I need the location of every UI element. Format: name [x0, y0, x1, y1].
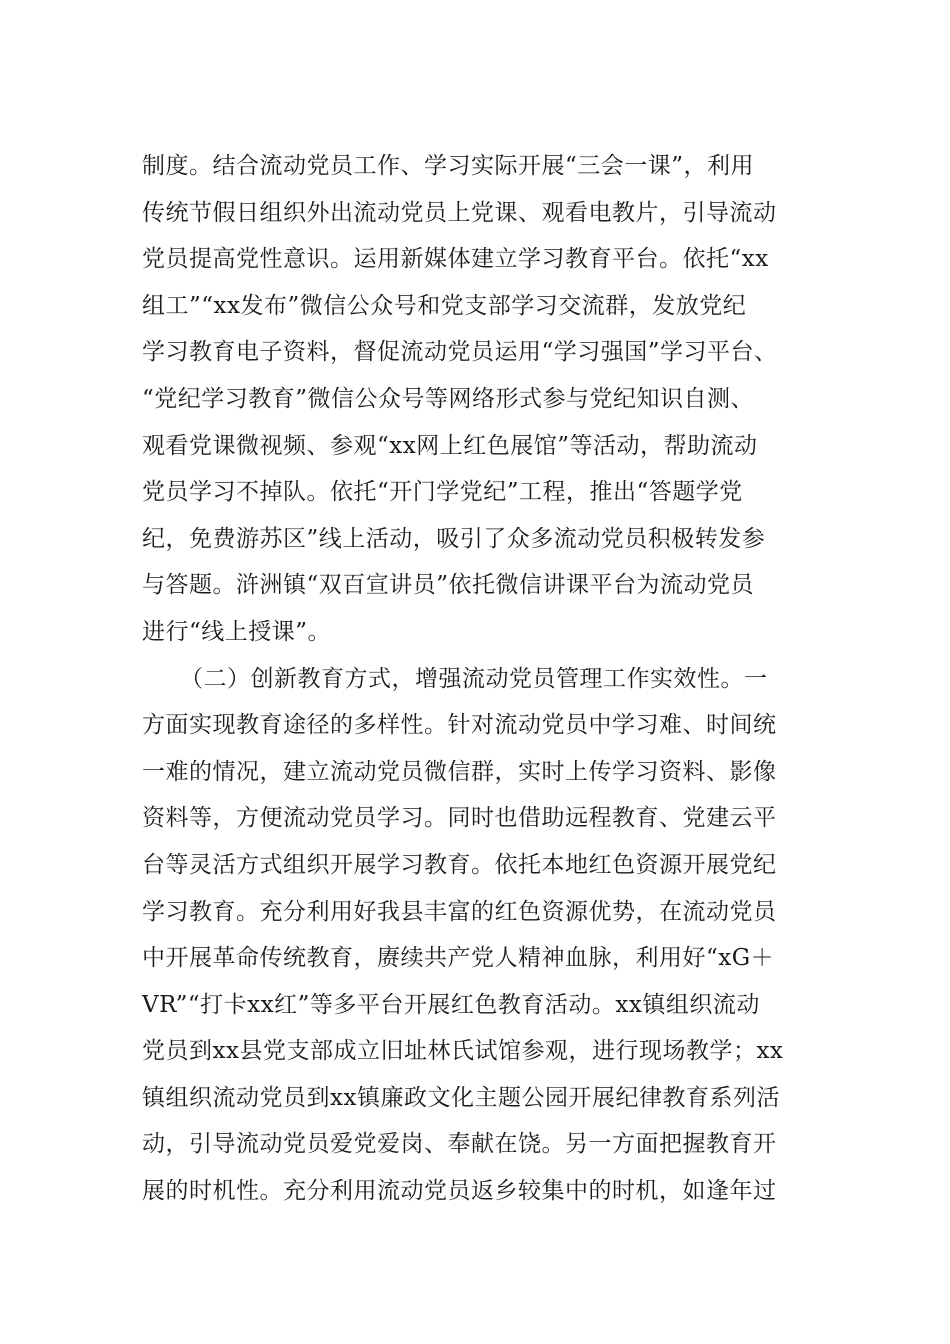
text-line: VR”“打卡xx红”等多平台开展红色教育活动。xx镇组织流动 [142, 991, 760, 1018]
text-line: 党员到xx县党支部成立旧址林氏试馆参观，进行现场教学；xx [142, 1038, 784, 1065]
text-line: 台等灵活方式组织开展学习教育。依托本地红色资源开展党纪 [142, 851, 777, 878]
text-line: 党员学习不掉队。依托“开门学党纪”工程，推出“答题学党 [142, 479, 743, 506]
text-line: 党员提高党性意识。运用新媒体建立学习教育平台。依托“xx [142, 246, 769, 273]
text-line: 传统节假日组织外出流动党员上党课、观看电教片，引导流动 [142, 199, 777, 226]
text-line: 学习教育电子资料，督促流动党员运用“学习强国”学习平台、 [142, 339, 778, 366]
text-line: 学习教育。充分利用好我县丰富的红色资源优势，在流动党员 [142, 898, 777, 925]
text-line: 一难的情况，建立流动党员微信群，实时上传学习资料、影像 [142, 758, 777, 785]
text-line: 镇组织流动党员到xx镇廉政文化主题公园开展纪律教育系列活 [142, 1084, 780, 1111]
text-line: 动，引导流动党员爱党爱岗、奉献在饶。另一方面把握教育开 [142, 1131, 777, 1158]
body-text [142, 143, 832, 1215]
text-line: 纪，免费游苏区”线上活动，吸引了众多流动党员积极转发参 [142, 525, 766, 552]
text-line: 组工”“xx发布”微信公众号和党支部学习交流群，发放党纪 [142, 292, 747, 319]
text-line: 方面实现教育途径的多样性。针对流动党员中学习难、时间统 [142, 712, 777, 739]
text-line: 展的时机性。充分利用流动党员返乡较集中的时机，如逢年过 [142, 1178, 777, 1205]
text-line: “党纪学习教育”微信公众号等网络形式参与党纪知识自测、 [142, 385, 755, 412]
text-line: 中开展革命传统教育，赓续共产党人精神血脉，利用好“xG＋ [142, 945, 775, 972]
text-line: 资料等，方便流动党员学习。同时也借助远程教育、党建云平 [142, 805, 777, 832]
text-line: 观看党课微视频、参观“xx网上红色展馆”等活动，帮助流动 [142, 432, 758, 459]
section-heading-line: （二）创新教育方式，增强流动党员管理工作实效性。一 [180, 665, 768, 692]
text-line: 制度。结合流动党员工作、学习实际开展“三会一课”，利用 [142, 153, 755, 179]
text-line: 进行“线上授课”。 [142, 618, 332, 645]
text-line: 与答题。浒洲镇“双百宣讲员”依托微信讲课平台为流动党员 [142, 572, 755, 599]
